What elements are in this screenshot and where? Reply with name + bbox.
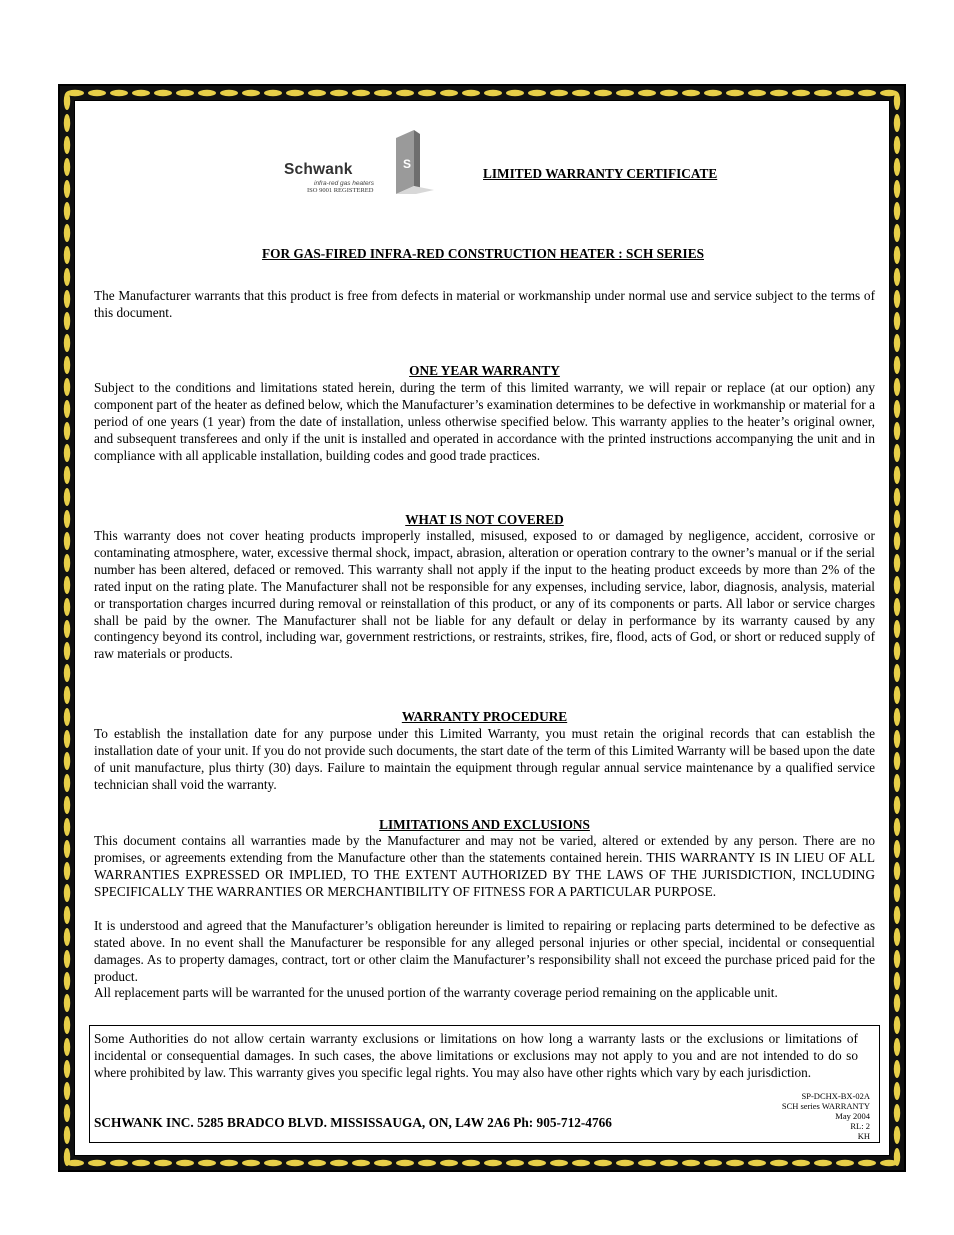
not-covered-paragraph: This warranty does not cover heating products improperly installed, misused, exposed to or damaged by negligence, accident, corrosive or contaminating atmosphere, water, excessive thermal shock, impact, abrasion, alteration or operation contrary to the owner’s manual or if the serial number has been altered, defaced or removed. This warranty shall not apply if the input to the heating product exceeds by more than 2% of the rated input on the rating plate. The Manufacturer shall not be responsible for any expenses, including service, labor, diagnosis, analysis, material or transportation charges incurred during removal or reinstallation of this product, or any of its components or parts. All labor or service charges shall be paid by the owner. The Manufacturer shall not be liable for any default or delay in performance by its warranty caused by any contingency beyond its control, including war, government restrictions, or restraints, strikes, fire, flood, acts of God, or short or reduced supply of raw materials or products. [94, 528, 875, 662]
procedure-heading: WARRANTY PROCEDURE [401, 709, 568, 724]
doc-code-revision: RL: 2 [850, 1121, 870, 1131]
doc-code-date: May 2004 [835, 1111, 870, 1121]
authorities-notice-text: Some Authorities do not allow certain warranty exclusions or limitations on how long a warranty lasts or the exclusions or limitations of incidental or consequential damages. In such cases, the above limitations or exclusions may not apply to you and are not intended to do so where prohibited by law. This warranty gives you specific legal rights. You may also have other rights which vary by each jurisdiction. [94, 1031, 858, 1080]
doc-code-series: SCH series WARRANTY [781, 1101, 870, 1111]
authorities-notice-box [89, 1025, 880, 1143]
doc-code-author: KH [857, 1131, 870, 1141]
company-address: SCHWANK INC. 5285 BRADCO BLVD. MISSISSAUGA, ON, L4W 2A6 Ph: 905-712-4766 [94, 1115, 612, 1130]
limitations-paragraph-2: It is understood and agreed that the Manufacturer’s obligation hereunder is limited to repairing or replacing parts determined to be defective as stated above. In no event shall the Manufacturer be responsible for any alleged personal injuries or other special, incidental or consequential damages. As to property damages, contract, tort or other claim the Manufacturer’s responsibility shall not exceed the purchase priced paid for the product. [94, 918, 875, 984]
logo-name: Schwank [284, 161, 353, 178]
procedure-paragraph: To establish the installation date for any purpose under this Limited Warranty, you must retain the original records that can establish the installation date of your unit. If you do not provide such documents, the start date of the term of this Limited Warranty will be based upon the date of unit manufacture, plus thirty (30) days. Failure to maintain the equipment through regular annual service maintenance by a qualified service technician shall void the warranty. [94, 726, 875, 792]
one-year-heading: ONE YEAR WARRANTY [409, 363, 560, 378]
document-codes [782, 1091, 870, 1141]
intro-paragraph: The Manufacturer warrants that this product is free from defects in material or workmanship under normal use and service subject to the terms of this document. [94, 288, 875, 320]
logo-tagline: infra-red gas heaters [314, 180, 374, 187]
limitations-heading: LIMITATIONS AND EXCLUSIONS [379, 817, 590, 832]
logo-iso-text: ISO 9001 REGISTERED [307, 187, 374, 194]
not-covered-heading: WHAT IS NOT COVERED [405, 512, 564, 527]
doc-code-number: SP-DCHX-BX-02A [801, 1091, 870, 1101]
logo-panel-icon [392, 128, 434, 194]
one-year-paragraph: Subject to the conditions and limitations stated herein, during the term of this limited warranty, we will repair or replace (at our option) any component part of the heater as defined below, which the Manufacturer’s examination determines to be defective in workmanship or material for a period of one years (1 year) from the date of installation, unless otherwise specified below. This warranty applies to the heater’s original owner, and subsequent transferees and only if the unit is installed and operated in accordance with the printed instructions accompanying the unit and in compliance with all applicable installation, building codes and good trade practices. [94, 380, 875, 463]
limitations-paragraph-1: This document contains all warranties made by the Manufacturer and may not be varied, altered or extended by any person. There are no promises, or agreements extending from the Manufacture other than the statements contained herein. THIS WARRANTY IS IN LIEU OF ALL WARRANTIES EXPRESSED OR IMPLIED, TO THE EXTENT AUTHORIZED BY THE LAWS OF THE JURISDICTION, INCLUDING SPECIFICALLY THE WARRANTIES OR MERCHANTIBILITY OF FITNESS FOR A PARTICULAR PURPOSE. [94, 833, 875, 899]
certificate-title: LIMITED WARRANTY CERTIFICATE [483, 166, 718, 181]
logo-mark-letter: S [403, 157, 412, 171]
limitations-paragraph-3: All replacement parts will be warranted for the unused portion of the warranty coverage period remaining on the applicable unit. [94, 985, 778, 1000]
document-subtitle: FOR GAS-FIRED INFRA-RED CONSTRUCTION HEATER : SCH SERIES [262, 246, 704, 261]
company-logo [284, 128, 434, 198]
